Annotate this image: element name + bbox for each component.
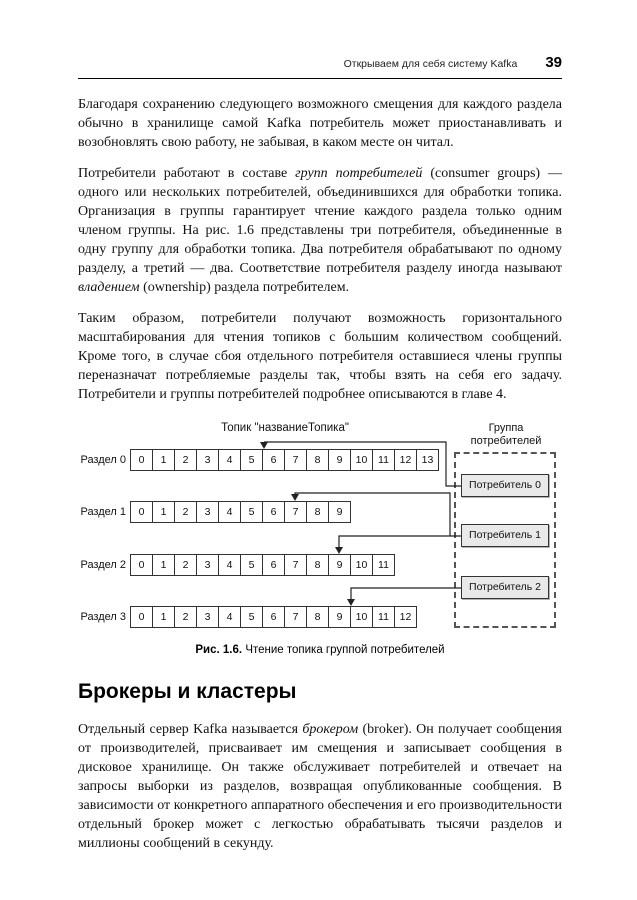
partition-label: Раздел 3 [80,611,126,623]
offset-cell: 3 [196,606,219,628]
offset-cell: 5 [240,449,263,471]
italic-term-ownership: владением [78,280,140,295]
partition-cells [130,449,439,471]
offset-cell: 2 [174,606,197,628]
partition-label: Раздел 1 [80,506,126,518]
offset-cell: 13 [416,449,439,471]
text-run: Потребители работают в составе [78,166,296,181]
offset-cell: 0 [130,606,153,628]
topic-title: Топик "названиеТопика" [221,422,349,434]
offset-cell: 3 [196,449,219,471]
offset-cell: 2 [174,449,197,471]
figure-caption [78,644,562,656]
partition-cells [130,501,351,523]
page-header [78,54,562,79]
offset-cell: 9 [328,606,351,628]
page-number: 39 [545,54,562,71]
partition-row-3 [78,606,417,628]
consumer-box-1: Потребитель 1 [461,524,549,547]
body-text [78,95,562,404]
partition-label: Раздел 2 [80,559,126,571]
partition-label: Раздел 0 [80,454,126,466]
offset-cell: 5 [240,501,263,523]
offset-cell: 5 [240,606,263,628]
offset-cell: 4 [218,606,241,628]
offset-cell: 1 [152,606,175,628]
arrow-consumer2-partition3 [351,588,461,600]
text-run: (consumer groups) — одного или нескольких потребителей, объединившихся для обработки топика. Организация в группы гарантирует чтение каждого раздела только одним членом группы. На рис. 1.6 представлены три потребителя, объединенные в одну группу для обработки топика. Два потребителя обрабатывают по одному разделу, а третий — два. Соответствие потребителя разделу иногда называют [78,166,562,276]
figure-caption-label: Рис. 1.6. [195,644,243,656]
offset-cell: 12 [394,449,417,471]
offset-cell: 4 [218,449,241,471]
running-title: Открываем для себя систему Kafka [343,58,518,70]
text-run: (ownership) раздела потребителем. [139,280,350,295]
italic-term-consumer-groups: групп потребителей [295,166,423,181]
offset-cell: 6 [262,606,285,628]
consumer-box-0: Потребитель 0 [461,474,549,497]
paragraph-offsets: Благодаря сохранению следующего возможного смещения для каждого раздела обычно в хранилище самой Kafka потребитель может приостанавливать и возобновлять свою работу, не забывая, в каком месте он читал. [78,97,562,150]
figure-caption-text: Чтение топика группой потребителей [245,644,445,656]
offset-cell: 8 [306,554,329,576]
offset-cell: 7 [284,501,307,523]
arrowhead-partition2 [335,547,343,554]
consumer-group-diagram [78,422,562,634]
consumer-group-label: Группа потребителей [470,422,542,447]
offset-cell: 3 [196,554,219,576]
offset-cell: 6 [262,449,285,471]
partition-row-1 [78,501,351,523]
italic-term-broker: брокером [302,722,359,737]
offset-cell: 7 [284,449,307,471]
body-text-brokers [78,720,562,853]
figure-1-6 [78,422,562,656]
offset-cell: 3 [196,501,219,523]
offset-cell: 1 [152,501,175,523]
arrowhead-partition1 [291,494,299,501]
offset-cell: 8 [306,606,329,628]
arrow-consumer1-partition2 [339,536,461,548]
offset-cell: 11 [372,449,395,471]
offset-cell: 2 [174,501,197,523]
offset-cell: 10 [350,554,373,576]
partition-cells [130,554,395,576]
arrowhead-partition0 [260,442,268,449]
offset-cell: 10 [350,606,373,628]
offset-cell: 7 [284,606,307,628]
offset-cell: 12 [394,606,417,628]
text-run: Отдельный сервер Kafka называется [78,722,303,737]
partition-row-2 [78,554,395,576]
offset-cell: 1 [152,554,175,576]
offset-cell: 4 [218,501,241,523]
offset-cell: 4 [218,554,241,576]
offset-cell: 9 [328,501,351,523]
text-run: (broker). Он получает сообщения от производителей, присваивает им смещения и записывает сообщения в дисковое хранилище. Он также обслуживает потребителей и отвечает на запросы выборки из разделов, возвращая опубликованные сообщения. В зависимости от конкретного аппаратного обеспечения и его производительности отдельный брокер может с легкостью обрабатывать тысячи разделов и миллионы сообщений в секунду. [78,722,562,851]
offset-cell: 9 [328,554,351,576]
offset-cell: 9 [328,449,351,471]
partition-row-0 [78,449,439,471]
offset-cell: 6 [262,501,285,523]
offset-cell: 7 [284,554,307,576]
offset-cell: 0 [130,449,153,471]
paragraph-brokers [78,720,562,853]
offset-cell: 8 [306,501,329,523]
offset-cell: 1 [152,449,175,471]
offset-cell: 10 [350,449,373,471]
consumer-box-2: Потребитель 2 [461,576,549,599]
partition-cells [130,606,417,628]
offset-cell: 11 [372,606,395,628]
paragraph-scaling: Таким образом, потребители получают возможность горизонтального масштабирования для чтения топиков с большим количеством сообщений. Кроме того, в случае сбоя отдельного потребителя оставшиеся члены группы переназначат потребляемые разделы так, чтобы взять на себя его задачу. Потребители и группы потребителей подробнее описываются в главе 4. [78,311,562,402]
offset-cell: 6 [262,554,285,576]
paragraph-consumer-groups [78,164,562,297]
offset-cell: 8 [306,449,329,471]
section-heading: Брокеры и кластеры [78,680,297,703]
offset-cell: 0 [130,501,153,523]
arrowhead-partition3 [347,599,355,606]
offset-cell: 2 [174,554,197,576]
offset-cell: 11 [372,554,395,576]
offset-cell: 0 [130,554,153,576]
offset-cell: 5 [240,554,263,576]
